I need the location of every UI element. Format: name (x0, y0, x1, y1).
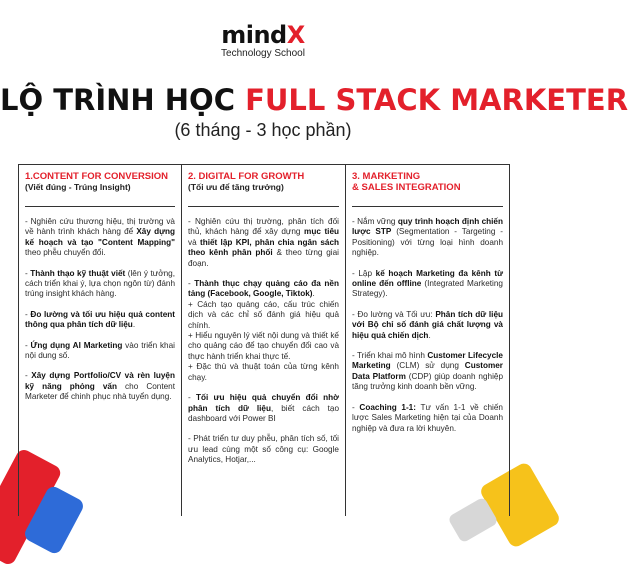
item-text: Tư vấn 1-1 về chiến lược Sales Marketing hiện tại của Doanh nghiệp và đưa ra lời khuyên. (352, 402, 503, 433)
item-bold-text: Phân tích dữ liệu với Bộ chỉ số đánh giá chất lượng và hiệu quả chiến dịch (352, 309, 503, 340)
item-text: (lên ý tưởng, cách triển khai ý, lựa chọn ngôn từ) đánh trúng insight khách hàng. (25, 268, 175, 299)
item-bold-text: Customer Data Platform (352, 361, 503, 381)
list-item (25, 310, 175, 331)
logo-subtitle: Technology School (221, 48, 305, 59)
logo-wordmark (0, 22, 526, 48)
column-3 (346, 165, 510, 516)
item-text: - Nghiên cứu thị trường, phân tích đối thủ, khách hàng để xây dựng (188, 217, 339, 237)
item-bold-text: Xây dựng kế hoạch và tạo "Content Mapping" (25, 227, 175, 247)
column-title: 3. MARKETING (352, 171, 421, 182)
item-text: và (188, 237, 200, 247)
item-bold-text: Tối ưu hiệu quả chuyển đổi nhờ phân tích dữ liệu (188, 393, 339, 413)
column-2 (182, 165, 346, 516)
item-text: - Phát triển tư duy phễu, phân tích số, tối ưu lead cùng một số công cụ: Google Analytics, Hotjar,... (188, 434, 339, 465)
item-text: . (428, 330, 431, 340)
column-body (352, 207, 503, 434)
item-text: & theo từng giai đoạn. (188, 248, 339, 268)
item-text: (Integrated Marketing Strategy). (352, 279, 503, 299)
column-header (25, 165, 175, 207)
item-text: - (188, 393, 196, 403)
item-bold-text: Ứng dụng AI Marketing (30, 340, 123, 350)
logo-word-main: mind (221, 21, 287, 49)
column-body (25, 207, 175, 403)
item-text: - (25, 268, 31, 278)
item-text: (CLM) sử dụng (390, 361, 465, 371)
column-header (352, 165, 503, 207)
list-item (352, 403, 503, 434)
item-text: - (352, 402, 360, 412)
item-text: + Hiểu nguyên lý viết nội dung và thiết kế cho quảng cáo để tạo chuyển đổi cao và thực hành triển khai thực tế. (188, 331, 339, 361)
title-part-2: FULL STACK MARKETER (245, 83, 628, 117)
list-item (188, 279, 339, 383)
item-bold-text: Coaching 1-1: (359, 402, 416, 412)
list-item (188, 393, 339, 424)
title-part-1: LỘ TRÌNH HỌC (0, 83, 246, 117)
item-bold-text: Đo lường và tối ưu hiệu quả content thông qua phân tích dữ liệu (25, 309, 175, 330)
list-item (352, 217, 503, 259)
item-text: (CDP) giúp doanh nghiệp tăng trưởng kinh doanh bền vững. (352, 371, 503, 392)
list-item (352, 310, 503, 341)
item-text: - Triển khai mô hình (352, 351, 428, 361)
item-bold-text: kế hoạch Marketing đa kênh từ online đến offline (352, 268, 504, 289)
column-body (188, 207, 339, 466)
column-1 (18, 165, 182, 516)
brand-logo (0, 22, 526, 60)
list-item (352, 351, 503, 393)
item-bold-text: Thành thục chạy quảng cáo đa nền tảng (Facebook, Google, Tiktok) (188, 279, 339, 299)
item-text: - Nắm vững (352, 217, 398, 226)
item-bold-text: Xây dựng Portfolio/CV và rèn luyện kỹ năng phỏng vấn (25, 371, 175, 391)
item-text: - (25, 309, 31, 319)
curriculum-grid (18, 164, 510, 516)
item-text: - (25, 340, 31, 350)
column-title-line-2: & SALES INTEGRATION (352, 182, 461, 193)
list-item (25, 269, 175, 300)
item-bold-text: thiết lập KPI, phân chia ngân sách theo kênh phân phối (188, 237, 339, 258)
item-text: - Đo lường và Tối ưu: (352, 309, 436, 319)
list-item (188, 217, 339, 269)
column-subtitle: (Tối ưu để tăng trưởng) (188, 182, 284, 192)
list-item (188, 434, 339, 465)
column-title: 1.CONTENT FOR CONVERSION (25, 171, 169, 182)
item-text: cho Content Marketer để chinh phục nhà tuyển dụng. (25, 381, 175, 402)
item-text: - Nghiên cứu thương hiệu, thị trường và về hành trình khách hàng để (25, 217, 175, 237)
item-text: theo phễu chuyển đổi. (25, 248, 106, 258)
list-item (25, 217, 175, 259)
item-text: + Cách tạo quảng cáo, cấu trúc chiến dịch và các chỉ số đánh giá hiệu quả chính. (188, 299, 339, 330)
item-text: . (132, 320, 136, 330)
item-text: + Đặc thù và thuật toán của từng kênh chạy. (188, 362, 339, 382)
column-subtitle: (Viết đúng - Trúng Insight) (25, 182, 131, 192)
list-item (352, 269, 503, 300)
column-header (188, 165, 339, 207)
page-title (0, 83, 628, 117)
item-bold-text: mục tiêu (304, 227, 339, 237)
item-text: - (25, 371, 32, 381)
column-title: 2. DIGITAL FOR GROWTH (188, 171, 305, 182)
item-text: vào triển khai nội dung số. (25, 340, 175, 361)
item-text: , biết cách tạo dashboard với Power BI (188, 403, 339, 423)
item-bold-text: quy trình hoạch định chiến lược STP (352, 217, 503, 237)
item-bold-text: Thành thạo kỹ thuật viết (30, 268, 126, 278)
item-text: (Segmentation - Targeting - Positioning) với từng loại hình doanh nghiệp. (352, 227, 503, 258)
list-item (25, 341, 175, 362)
list-item (25, 371, 175, 402)
item-text: - (188, 279, 195, 289)
logo-word-accent: X (286, 21, 305, 49)
item-bold-text: Customer Lifecycle Marketing (352, 351, 503, 371)
item-text: - Lập (352, 268, 376, 278)
item-text: . (312, 289, 315, 299)
page-subtitle: (6 tháng - 3 học phần) (174, 120, 352, 140)
